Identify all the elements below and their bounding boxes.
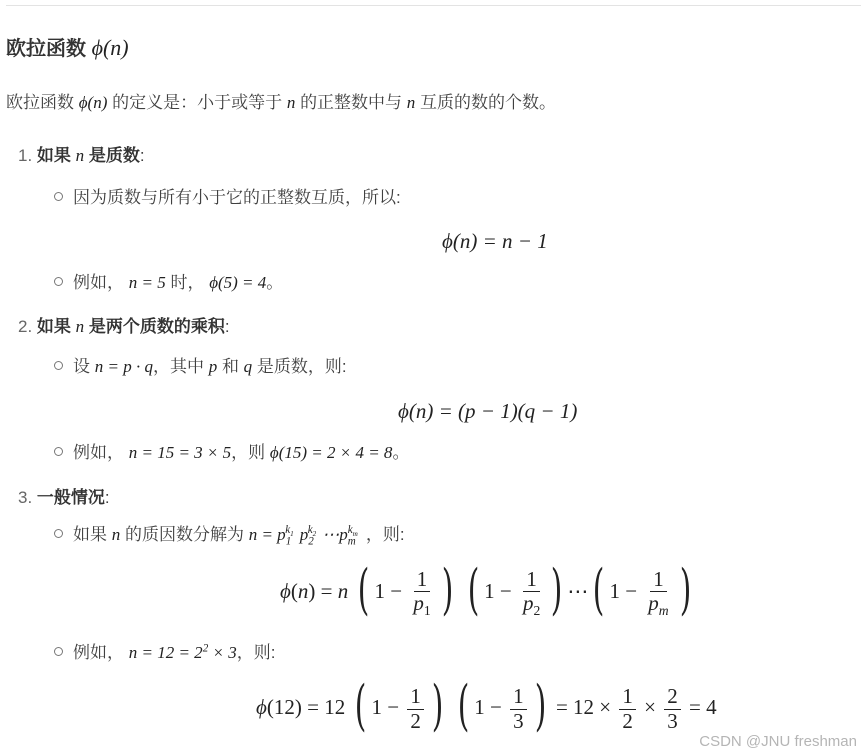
formula-text: ϕ(n) = (p − 1)(q − 1) bbox=[398, 399, 578, 423]
formula-general: ϕ(n) = n ( 1 − $\frac{1}{p_1}$ ) ( 1 − $\frac{1}{p_2}$ ) ⋯( 1 − $\frac{1}{p_m}$ ) bbox=[280, 558, 691, 621]
intro-math: n bbox=[286, 93, 296, 112]
bullet-icon bbox=[54, 361, 63, 370]
formula-text: ϕ(n) = n − 1 bbox=[442, 229, 548, 253]
bullet-text: 和 bbox=[221, 357, 239, 376]
example-text: 。 bbox=[392, 443, 410, 462]
bullet-text: 的质因数分解为 bbox=[124, 525, 244, 544]
intro-math: n bbox=[406, 93, 416, 112]
list-item-1-bullet-1 bbox=[54, 183, 401, 208]
bullet-math: n = p · q bbox=[94, 357, 153, 376]
list-item-3-bullet-1 bbox=[54, 520, 405, 547]
bullet-text: ，则: bbox=[365, 525, 405, 544]
bullet-text: 因为质数与所有小于它的正整数互质，所以: bbox=[73, 188, 401, 207]
title-text: 欧拉函数 bbox=[6, 38, 86, 60]
example-math: ϕ(15) = 2 × 4 = 8 bbox=[269, 443, 393, 462]
bullet-icon bbox=[54, 192, 63, 201]
colon: : bbox=[139, 146, 145, 165]
heading-text: 是质数 bbox=[88, 146, 140, 165]
bullet-icon bbox=[54, 277, 63, 286]
heading-text: 如果 bbox=[36, 146, 71, 165]
formula-prime bbox=[442, 229, 548, 254]
formula-example-12: ϕ(12) = 12 ( 1 − $\frac{1}{2}$ ) ( 1 − $\frac{1}{3}$ ) = 12 × $\frac{1}{2}$ × $\frac{2}{3}$ = 4 bbox=[256, 674, 717, 737]
bullet-icon bbox=[54, 447, 63, 456]
colon: : bbox=[104, 488, 110, 507]
list-number: 1. bbox=[18, 146, 33, 165]
heading-math: n bbox=[75, 146, 85, 165]
example-math: ϕ(5) = 4 bbox=[209, 273, 267, 292]
example-text: ，则: bbox=[236, 643, 276, 662]
list-item-3-heading bbox=[18, 483, 110, 508]
list-number: 2. bbox=[18, 317, 33, 336]
bullet-math: n bbox=[111, 525, 121, 544]
example-math: n = 5 bbox=[128, 273, 166, 292]
example-text: 例如， bbox=[73, 643, 124, 662]
heading-text: 是两个质数的乘积 bbox=[88, 317, 225, 336]
list-number: 3. bbox=[18, 488, 33, 507]
bullet-text: ，其中 bbox=[152, 357, 204, 376]
heading-math: n bbox=[75, 317, 85, 336]
example-math: n = 15 = 3 × 5 bbox=[128, 443, 232, 462]
intro-text: 互质的数的个数。 bbox=[420, 93, 557, 112]
bullet-text: 如果 bbox=[73, 525, 107, 544]
factorization-math: $n = p_1^{k_1}$ $p_2^{k_2}$ $\cdots p_m^{k_m}$ bbox=[248, 524, 358, 548]
example-text: 时， bbox=[170, 273, 205, 292]
bullet-text: 设 bbox=[73, 357, 90, 376]
list-item-2-example bbox=[54, 438, 409, 463]
watermark: CSDN @JNU freshman bbox=[699, 733, 857, 750]
example-math: $n = 12 = 2^2 \times 3$ bbox=[128, 642, 237, 662]
title-math: ϕ(n) bbox=[91, 35, 129, 60]
intro-text: 的定义是：小于或等于 bbox=[112, 93, 283, 112]
list-item-2-bullet-1 bbox=[54, 352, 347, 377]
intro-math: ϕ(n) bbox=[78, 93, 108, 112]
intro-paragraph bbox=[6, 88, 556, 113]
list-item-1-example bbox=[54, 268, 283, 293]
list-item-1-heading bbox=[18, 141, 145, 166]
example-text: 例如， bbox=[73, 273, 124, 292]
intro-text: 的正整数中与 bbox=[300, 93, 403, 112]
formula-two-primes bbox=[398, 399, 577, 424]
example-text: 例如， bbox=[73, 443, 124, 462]
example-text: 。 bbox=[266, 273, 284, 292]
example-text: ，则 bbox=[231, 443, 266, 462]
bullet-icon bbox=[54, 529, 63, 538]
bullet-icon bbox=[54, 647, 63, 656]
list-item-2-heading bbox=[18, 312, 230, 337]
page-title bbox=[6, 32, 129, 61]
bullet-text: 是质数，则: bbox=[256, 357, 347, 376]
bullet-math: q bbox=[243, 357, 253, 376]
intro-text: 欧拉函数 bbox=[6, 93, 74, 112]
heading-text: 如果 bbox=[36, 317, 71, 336]
top-divider bbox=[6, 5, 861, 6]
list-item-3-example bbox=[54, 638, 275, 663]
colon: : bbox=[224, 317, 230, 336]
heading-text: 一般情况 bbox=[36, 488, 105, 507]
bullet-math: p bbox=[208, 357, 218, 376]
